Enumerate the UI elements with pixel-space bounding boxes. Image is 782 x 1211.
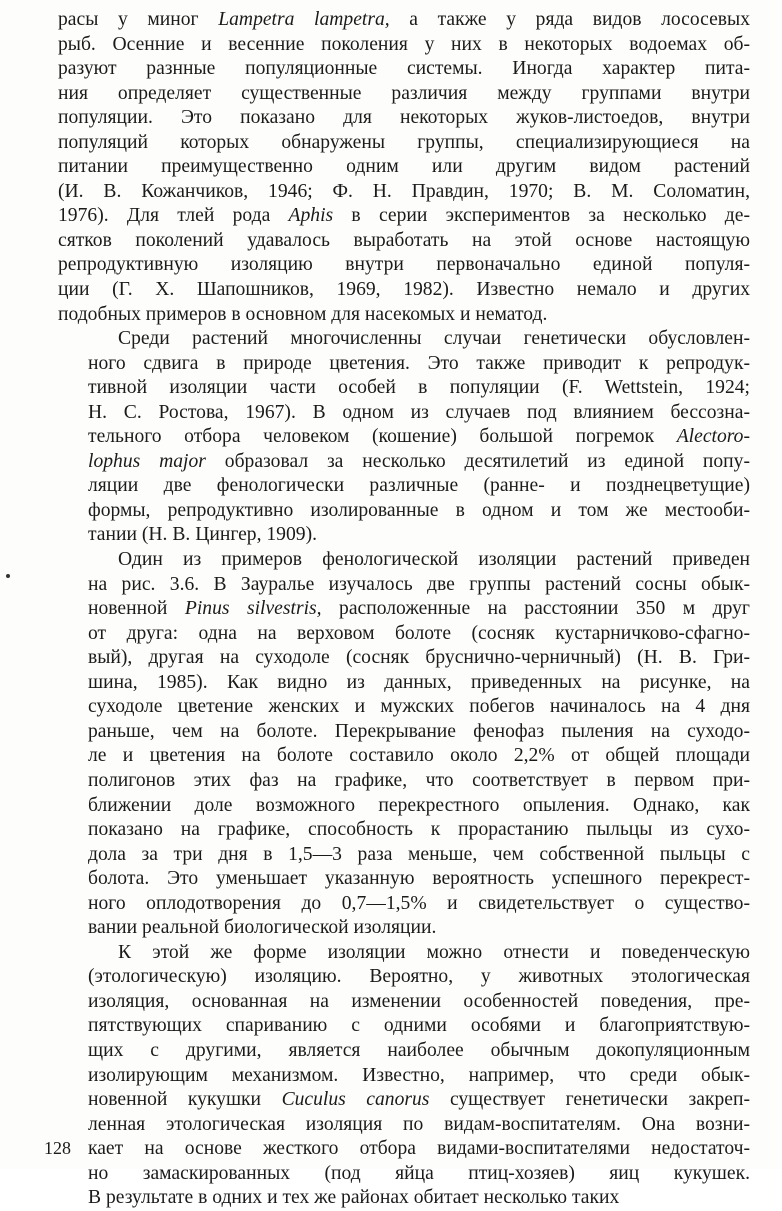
text-line: расы у миног Lampetra lampetra, а также у ряда видов лососевых: [58, 9, 750, 30]
text-line: от друга: одна на верховом болоте (сосняк кустарничково-сфагно-: [88, 622, 750, 644]
text-line: на рис. 3.6. В Зауралье изучалось две группы растений сосны обык-: [88, 573, 750, 595]
text-line: ного сдвига в природе цветения. Это также приводит к репродук-: [88, 352, 750, 374]
text-line: кает на основе жесткого отбора видами-воспитателями недостаточ-: [88, 1138, 750, 1160]
text-line: шина, 1985). Как видно из данных, приведенных на рисунке, на: [88, 671, 750, 693]
text-line: популяций которых обнаружены группы, специализирующиеся на: [58, 131, 750, 153]
text-line: ленная этологическая изоляция по видам-воспитателям. Она возни-: [88, 1113, 750, 1135]
text-line: (И. В. Кожанчиков, 1946; Ф. Н. Правдин, 1970; В. М. Соломатин,: [58, 180, 750, 202]
text-line: раньше, чем на болоте. Перекрывание фенофаз пыления на суходо-: [88, 720, 750, 742]
text-line: пятствующих спариванию с одними особями и благоприятствую-: [88, 1015, 750, 1037]
margin-mark: [6, 574, 10, 578]
text-line: ния определяет существенные различия между группами внутри: [58, 82, 750, 104]
text-line: подобных примеров в основном для насекомых и нематод.: [58, 303, 548, 325]
text-line: но замаскированных (под яйца птиц-хозяев) яиц кукушек.: [88, 1162, 750, 1184]
paragraph: [58, 8, 750, 327]
body-text: [58, 8, 750, 1211]
text-line: щих с другими, является наиболее обычным докопуляционным: [88, 1039, 750, 1061]
text-line: В результате в одних и тех же районах обитает несколько таких: [88, 1187, 620, 1209]
text-line: 1976). Для тлей рода Aphis в серии экспериментов за несколько де-: [58, 205, 750, 227]
text-line: тельного отбора человеком (кошение) большой погремок Alectoro-: [88, 426, 750, 448]
text-line: вании реальной биологической изоляции.: [88, 917, 437, 939]
text-line: рыб. Осенние и весенние поколения у них в некоторых водоемах об-: [58, 33, 750, 55]
page-number: 128: [44, 1138, 71, 1158]
text-line: тании (Н. В. Цингер, 1909).: [88, 524, 317, 546]
text-line: полигонов этих фаз на графике, что соответствует в первом при-: [88, 769, 750, 791]
paragraph: [58, 327, 750, 548]
text-line: Н. С. Ростова, 1967). В одном из случаев под влиянием бессозна-: [88, 401, 750, 423]
text-line: ле и цветения на болоте составило около 2,2% от общей площади: [88, 745, 750, 767]
text-line: болота. Это уменьшает указанную вероятность успешного перекрест-: [88, 868, 750, 890]
text-line: ляции две фенологически различные (ранне- и позднецветущие): [88, 475, 750, 497]
text-line: ции (Г. Х. Шапошников, 1969, 1982). Известно немало и других: [58, 279, 750, 301]
text-line: сятков поколений удавалось выработать на этой основе настоящую: [58, 229, 750, 251]
text-line: новенной Pinus silvestris, расположенные на расстоянии 350 м друг: [88, 598, 750, 620]
text-line: изоляция, основанная на изменении особенностей поведения, пре-: [88, 990, 750, 1012]
text-line: Один из примеров фенологической изоляции растений приведен: [118, 549, 750, 571]
text-line: изолирующим механизмом. Известно, например, что среди обык-: [88, 1064, 750, 1086]
paragraph: [58, 548, 750, 941]
text-line: разуют разнные популяционные системы. Иногда характер пита-: [58, 58, 750, 80]
text-line: ближении доле возможного перекрестного опыления. Однако, как: [88, 794, 750, 816]
text-line: питании преимущественно одним или другим видом растений: [58, 156, 750, 178]
text-line: Среди растений многочисленны случаи генетически обусловлен-: [118, 328, 750, 350]
text-line: репродуктивную изоляцию внутри первоначально единой популя-: [58, 254, 750, 276]
text-line: (этологическую) изоляцию. Вероятно, у животных этологическая: [88, 966, 750, 988]
text-line: lophus major образовал за несколько десятилетий из единой попу-: [88, 450, 750, 472]
text-line: популяции. Это показано для некоторых жуков-листоедов, внутри: [58, 107, 750, 129]
text-line: показано на графике, способность к прорастанию пыльцы из сухо-: [88, 819, 750, 841]
text-line: суходоле цветение женских и мужских побегов начиналось на 4 дня: [88, 696, 750, 718]
text-line: новенной кукушки Cuculus canorus существует генетически закреп-: [88, 1089, 751, 1111]
paragraph: [58, 941, 750, 1211]
text-line: вый), другая на суходоле (сосняк бруснично-черничный) (Н. В. Гри-: [88, 647, 750, 669]
text-line: дола за три дня в 1,5—3 раза меньше, чем собственной пыльцы с: [88, 843, 750, 865]
text-line: формы, репродуктивно изолированные в одном и том же местооби-: [88, 499, 750, 521]
text-line: тивной изоляции части особей в популяции (F. Wettstein, 1924;: [88, 377, 750, 399]
text-line: ного оплодотворения до 0,7—1,5% и свидетельствует о существо-: [88, 892, 750, 914]
text-line: К этой же форме изоляции можно отнести и поведенческую: [118, 941, 750, 963]
